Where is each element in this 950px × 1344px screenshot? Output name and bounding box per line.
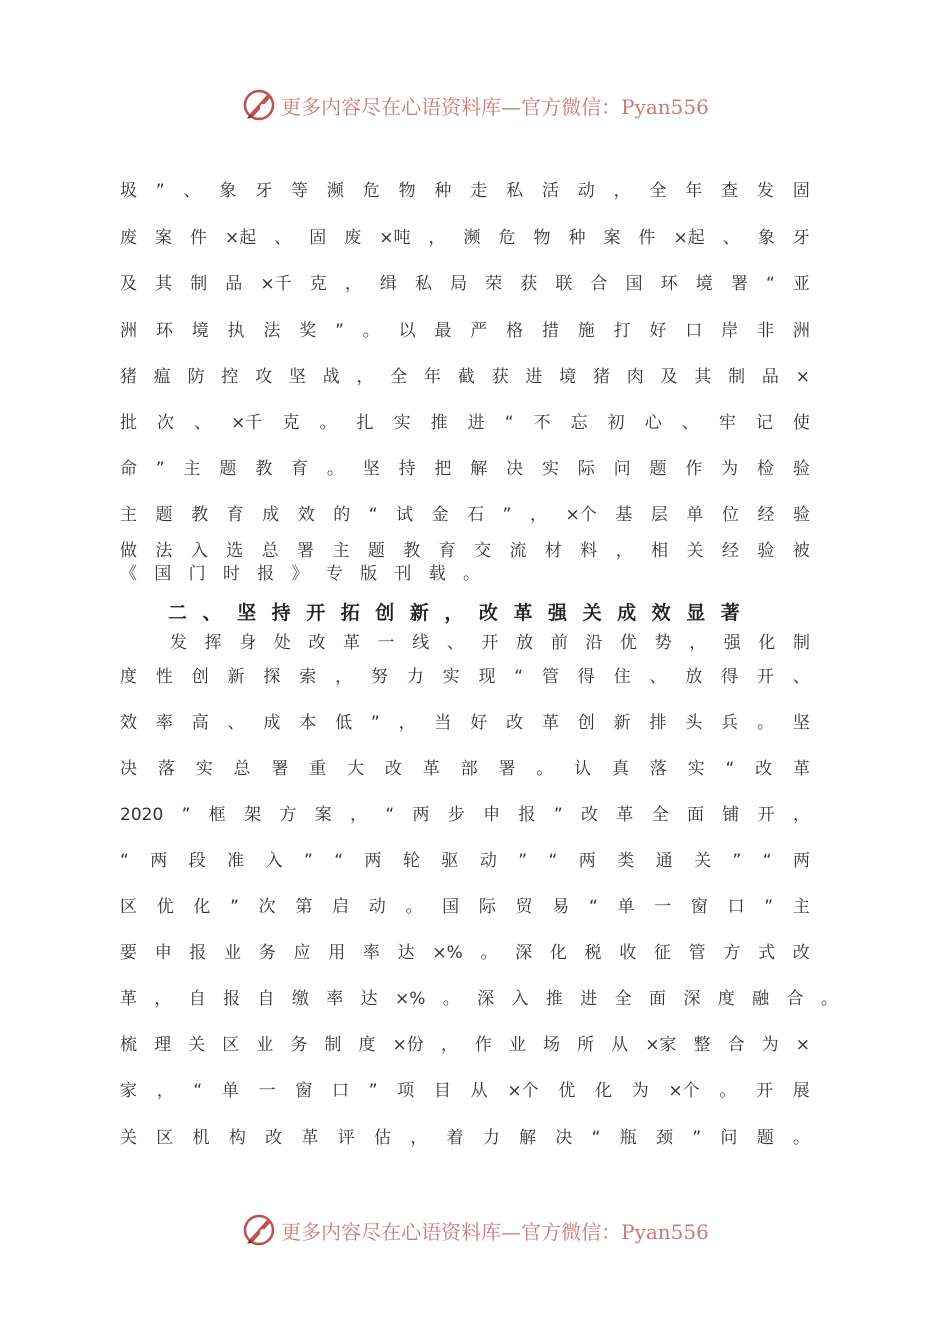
body-line: 要 申 报 业 务 应 用 率 达 ×% 。 深 化 税 收 征 管 方 式 改 bbox=[120, 943, 810, 963]
body-line: 命 ” 主 题 教 育 。 坚 持 把 解 决 实 际 问 题 作 为 检 验 bbox=[120, 459, 810, 479]
body-line: 洲 环 境 执 法 奖 ” 。 以 最 严 格 措 施 打 好 口 岸 非 洲 bbox=[120, 321, 810, 341]
watermark-banner-bottom bbox=[0, 1210, 950, 1250]
body-line: 及 其 制 品 ×千 克 ， 缉 私 局 荣 获 联 合 国 环 境 署 “ 亚 bbox=[120, 274, 810, 294]
section-heading: 二 、 坚 持 开 拓 创 新 ， 改 革 强 关 成 效 显 著 bbox=[168, 602, 740, 624]
body-line: 决 落 实 总 署 重 大 改 革 部 署 。 认 真 落 实 “ 改 革 bbox=[120, 759, 810, 779]
body-line: 2020 ” 框 架 方 案 ， “ 两 步 申 报 ” 改 革 全 面 铺 开 ， bbox=[120, 805, 810, 825]
body-line: 废 案 件 ×起 、 固 废 ×吨 ， 濒 危 物 种 案 件 ×起 、 象 牙 bbox=[120, 228, 810, 248]
body-line: 革 ， 自 报 自 缴 率 达 ×% 。 深 入 推 进 全 面 深 度 融 合 。 bbox=[120, 989, 838, 1009]
pen-logo-icon bbox=[241, 87, 277, 123]
body-line: 效 率 高 、 成 本 低 ” ， 当 好 改 革 创 新 排 头 兵 。 坚 bbox=[120, 713, 810, 733]
body-line: 《 国 门 时 报 》 专 版 刊 载 。 bbox=[120, 564, 480, 584]
body-line: “ 两 段 准 入 ” “ 两 轮 驱 动 ” “ 两 类 通 关 ” “ 两 bbox=[120, 851, 810, 871]
body-line: 做 法 入 选 总 署 主 题 教 育 交 流 材 料 ， 相 关 经 验 被 bbox=[120, 541, 810, 561]
body-line: 区 优 化 ” 次 第 启 动 。 国 际 贸 易 “ 单 一 窗 口 ” 主 bbox=[120, 897, 810, 917]
pen-logo-icon bbox=[241, 1212, 277, 1248]
body-line: 家 ， “ 单 一 窗 口 ” 项 目 从 ×个 优 化 为 ×个 。 开 展 bbox=[120, 1081, 810, 1101]
body-line: 梳 理 关 区 业 务 制 度 ×份 ， 作 业 场 所 从 ×家 整 合 为 × bbox=[120, 1035, 810, 1055]
body-line: 发 挥 身 处 改 革 一 线 、 开 放 前 沿 优 势 ， 强 化 制 bbox=[170, 633, 810, 653]
body-line: 关 区 机 构 改 革 评 估 ， 着 力 解 决 “ 瓶 颈 ” 问 题 。 bbox=[120, 1128, 810, 1148]
body-line: 度 性 创 新 探 索 ， 努 力 实 现 “ 管 得 住 、 放 得 开 、 bbox=[120, 667, 810, 687]
watermark-banner-top bbox=[0, 85, 950, 125]
body-line: 猪 瘟 防 控 攻 坚 战 ， 全 年 截 获 进 境 猪 肉 及 其 制 品 × bbox=[120, 367, 810, 387]
watermark-text: 更多内容尽在心语资料库—官方微信：Pyan556 bbox=[281, 94, 709, 119]
watermark-text: 更多内容尽在心语资料库—官方微信：Pyan556 bbox=[281, 1219, 709, 1244]
body-line: 圾 ” 、 象 牙 等 濒 危 物 种 走 私 活 动 ， 全 年 查 发 固 bbox=[120, 181, 810, 201]
body-line: 批 次 、 ×千 克 。 扎 实 推 进 “ 不 忘 初 心 、 牢 记 使 bbox=[120, 413, 810, 433]
body-line: 主 题 教 育 成 效 的 “ 试 金 石 ” ， ×个 基 层 单 位 经 验 bbox=[120, 505, 810, 525]
